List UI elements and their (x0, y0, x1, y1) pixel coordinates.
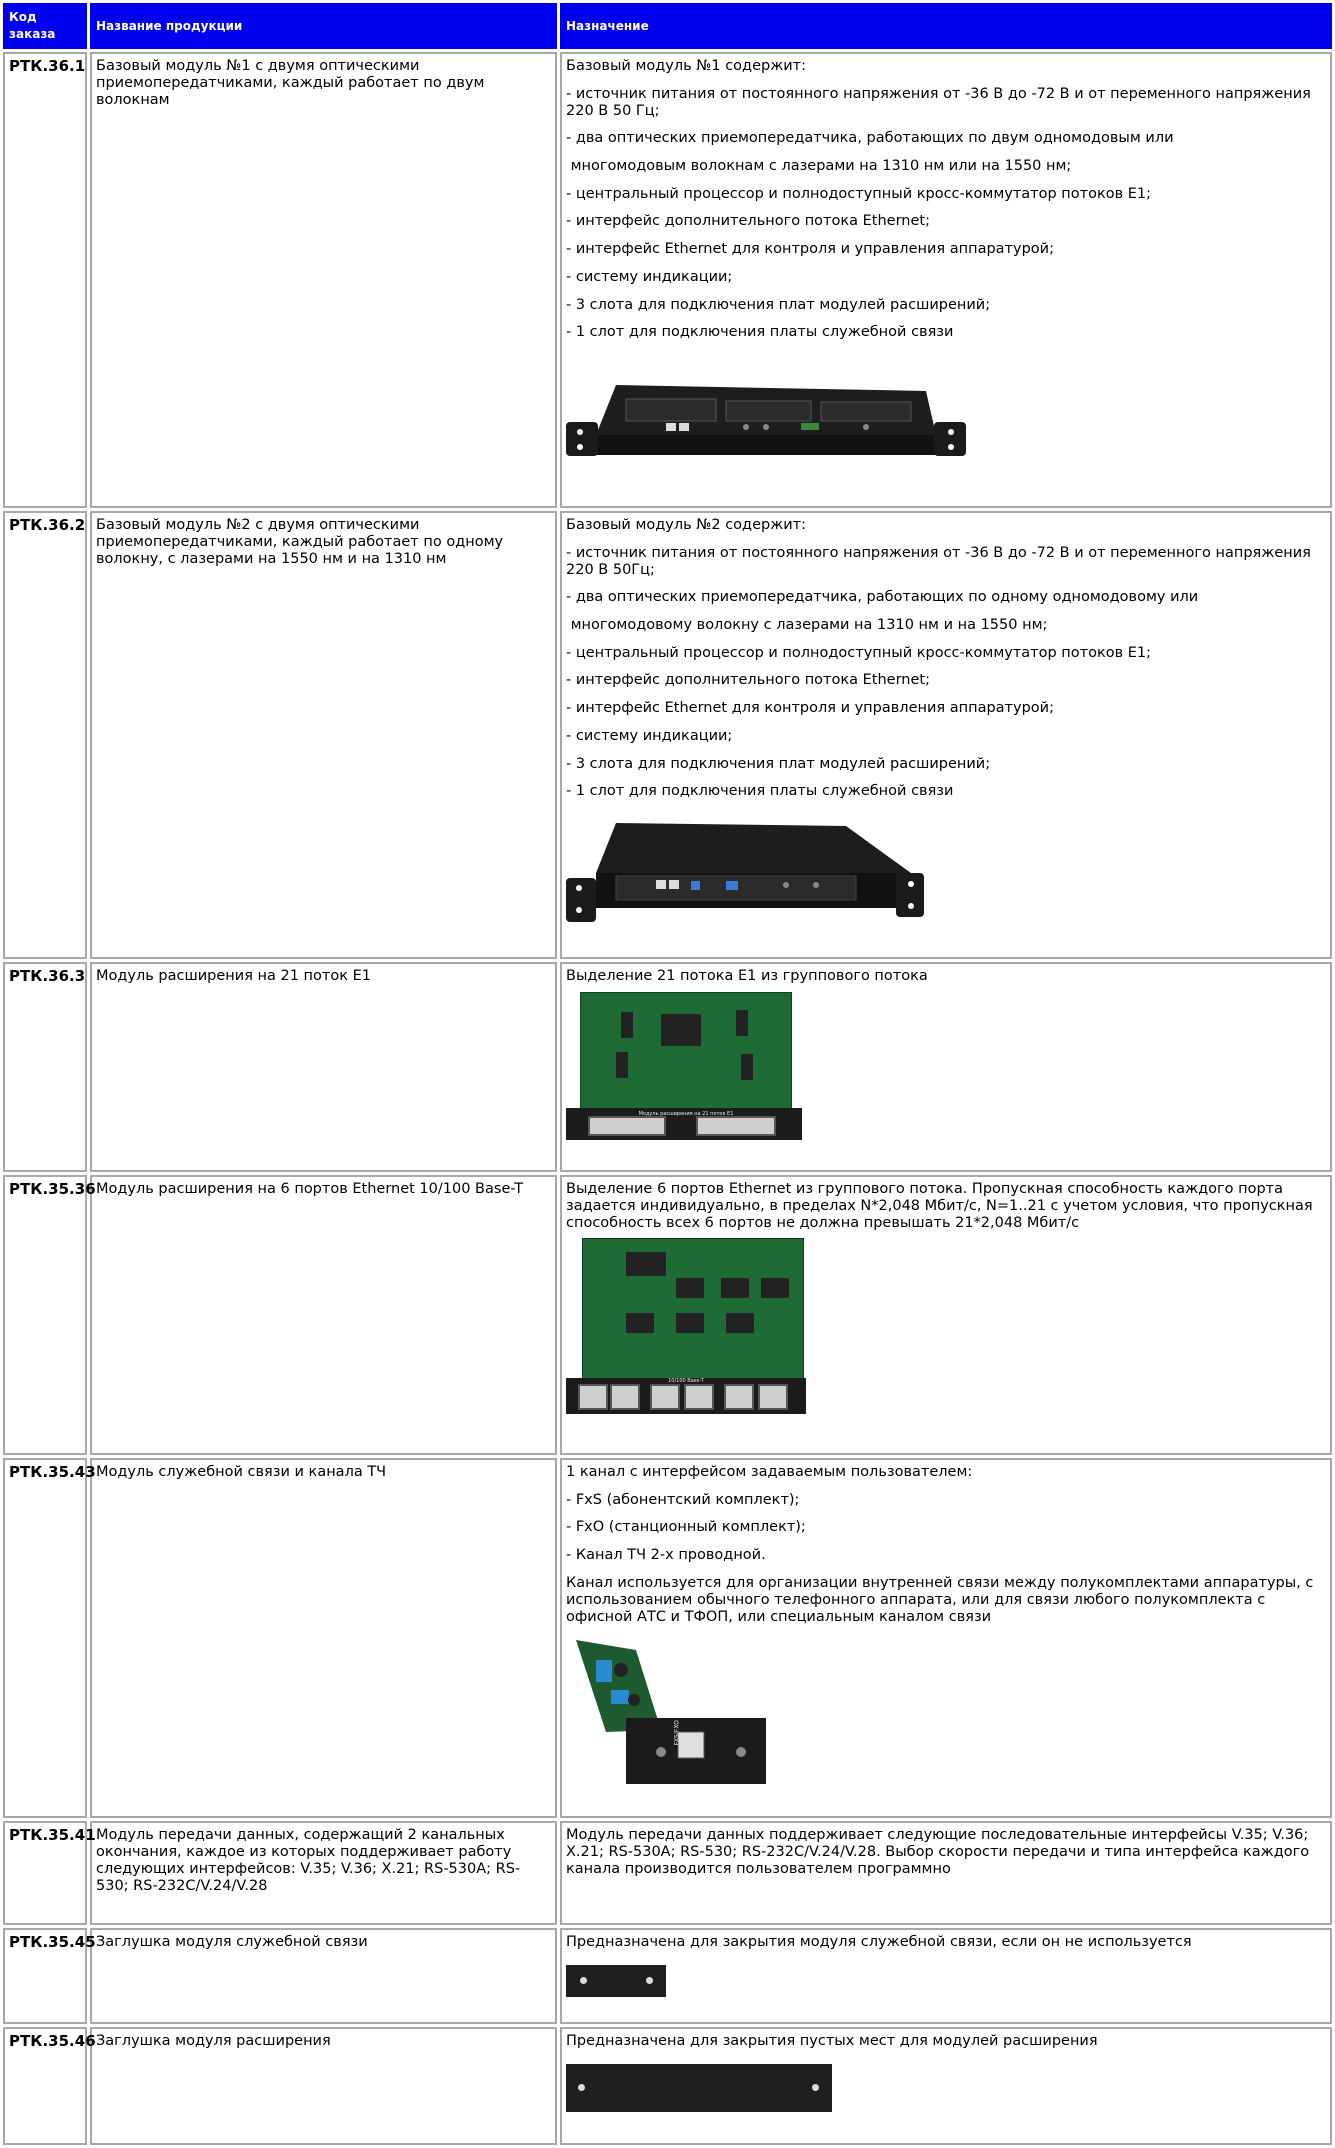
order-code: РТК.35.36 (3, 1175, 87, 1455)
expansion-blank-plate-photo (566, 2064, 834, 2114)
base-module-1-photo (566, 377, 1326, 472)
table-row (3, 962, 1332, 1172)
purpose-line: - интерфейс дополнительного потока Ethernet; (566, 672, 930, 689)
purpose-line: - FxS (абонентский комплект); (566, 1491, 800, 1508)
table-row (3, 52, 1332, 508)
purpose-line: Базовый модуль №1 содержит: (566, 58, 807, 74)
purpose-line: - центральный процессор и полнодоступный кросс-коммутатор потоков Е1; (566, 185, 1152, 202)
purpose-line: - интерфейс Ethernet для контроля и управления аппаратурой; (566, 700, 1054, 717)
header-code: Код заказа (3, 3, 87, 49)
table-header-row (3, 3, 1332, 49)
purpose-line: - 3 слота для подключения плат модулей расширений; (566, 296, 991, 313)
purpose-line: - источник питания от постоянного напряжения от -36 В до -72 В и от переменного напряжения 220 В 50 Гц; (566, 85, 1316, 119)
service-blank-plate-photo (566, 1965, 666, 1999)
order-code: РТК.36.3 (3, 962, 87, 1172)
purpose-line: - два оптических приемопередатчика, работающих по двум одномодовым или (566, 130, 1174, 147)
product-name: Заглушка модуля служебной связи (90, 1928, 557, 2024)
eth-faceplate-label: 10/100 Base-T (668, 1378, 704, 1384)
product-name: Модуль расширения на 6 портов Ethernet 10/100 Base-T (90, 1175, 557, 1455)
product-name: Модуль расширения на 21 поток Е1 (90, 962, 557, 1172)
purpose-line: многомодовым волокнам с лазерами на 1310 нм или на 1550 нм; (566, 158, 1072, 175)
rack-chassis-image (566, 818, 926, 928)
product-name: Базовый модуль №1 с двумя оптическими приемопередатчиками, каждый работает по двум волокнам (90, 52, 557, 508)
order-code: РТК.36.1 (3, 52, 87, 508)
product-name: Заглушка модуля расширения (90, 2027, 557, 2145)
purpose-line: Выделение 21 потока Е1 из группового потока (566, 968, 928, 984)
order-code: РТК.35.41 (3, 1821, 87, 1925)
header-name: Название продукции (90, 3, 557, 49)
product-purpose (560, 962, 1332, 1172)
order-code: РТК.35.43 (3, 1458, 87, 1818)
fxo-faceplate-label: FXS/FXO (673, 1719, 681, 1746)
purpose-line: - два оптических приемопередатчика, работающих по одному одномодовому или (566, 589, 1199, 606)
product-purpose (560, 1928, 1332, 2024)
purpose-line: - 1 слот для подключения платы служебной связи (566, 324, 954, 341)
order-code: РТК.35.45 (3, 1928, 87, 2024)
e1-board-photo (566, 992, 802, 1142)
service-board-photo (566, 1640, 766, 1786)
purpose-line: - интерфейс дополнительного потока Ethernet; (566, 213, 930, 230)
purpose-line: Выделение 6 портов Ethernet из группового потока. Пропускная способность каждого порта задается индивидуально, в пределах N*2,048 Мбит/с, N=1..21 с учетом условия, что пропускная способность всех 6 портов не должна превышать 21*2,048 Мбит/с (566, 1181, 1318, 1231)
table-row (3, 1175, 1332, 1455)
ethernet-board-photo (566, 1238, 806, 1418)
purpose-line: Базовый модуль №2 содержит: (566, 517, 807, 533)
product-purpose (560, 1458, 1332, 1818)
product-purpose (560, 1175, 1332, 1455)
product-purpose (560, 2027, 1332, 2145)
product-name: Модуль служебной связи и канала ТЧ (90, 1458, 557, 1818)
purpose-line: 1 канал с интерфейсом задаваемым пользователем: (566, 1464, 973, 1480)
service-board-image (566, 1640, 766, 1786)
purpose-line: - 3 слота для подключения плат модулей расширений; (566, 755, 991, 772)
product-purpose (560, 52, 1332, 508)
order-code: РТК.36.2 (3, 511, 87, 959)
purpose-line: - источник питания от постоянного напряжения от -36 В до -72 В и от переменного напряжения 220 В 50Гц; (566, 544, 1316, 578)
purpose-line: Канал используется для организации внутренней связи между полукомплектами аппаратуры, с использованием обычного телефонного аппарата, или для связи любого полукомплекта с офисной АТС и ТФОП, или специальным каналом связи (566, 1574, 1318, 1625)
purpose-line: Предназначена для закрытия пустых мест для модулей расширения (566, 2033, 1098, 2049)
purpose-line: - Канал ТЧ 2-х проводной. (566, 1547, 766, 1564)
purpose-line: многомодовому волокну с лазерами на 1310 нм и на 1550 нм; (566, 617, 1048, 634)
product-name: Базовый модуль №2 с двумя оптическими приемопередатчиками, каждый работает по одному волокну, с лазерами на 1550 нм и на 1310 нм (90, 511, 557, 959)
header-purpose: Назначение (560, 3, 1332, 49)
product-purpose: Модуль передачи данных поддерживает следующие последовательные интерфейсы V.35; V.36; X.21; RS-530A; RS-530; RS-232C/V.24/V.28. Выбор скорости передачи и типа интерфейса каждого канала производится пользователем программно (560, 1821, 1332, 1925)
e1-faceplate-label: Модуль расширения на 21 поток Е1 (638, 1111, 734, 1117)
base-module-2-photo (566, 818, 1326, 933)
purpose-line: - систему индикации; (566, 727, 733, 744)
table-row (3, 511, 1332, 959)
purpose-line: - центральный процессор и полнодоступный кросс-коммутатор потоков Е1; (566, 644, 1152, 661)
table-row (3, 1458, 1332, 1818)
table-row (3, 1821, 1332, 1925)
purpose-line: - 1 слот для подключения платы служебной связи (566, 783, 954, 800)
purpose-line: - FxO (станционный комплект); (566, 1519, 806, 1536)
order-code: РТК.35.46 (3, 2027, 87, 2145)
product-name: Модуль передачи данных, содержащий 2 канальных окончания, каждое из которых поддерживает работу следующих интерфейсов: V.35; V.36; X.21; RS-530A; RS-530; RS-232C/V.24/V.28 (90, 1821, 557, 1925)
table-row (3, 1928, 1332, 2024)
rack-chassis-image (566, 377, 966, 467)
purpose-line: - интерфейс Ethernet для контроля и управления аппаратурой; (566, 241, 1054, 258)
purpose-line: - систему индикации; (566, 268, 733, 285)
product-purpose (560, 511, 1332, 959)
purpose-line: Предназначена для закрытия модуля служебной связи, если он не используется (566, 1934, 1192, 1950)
table-row (3, 2027, 1332, 2145)
